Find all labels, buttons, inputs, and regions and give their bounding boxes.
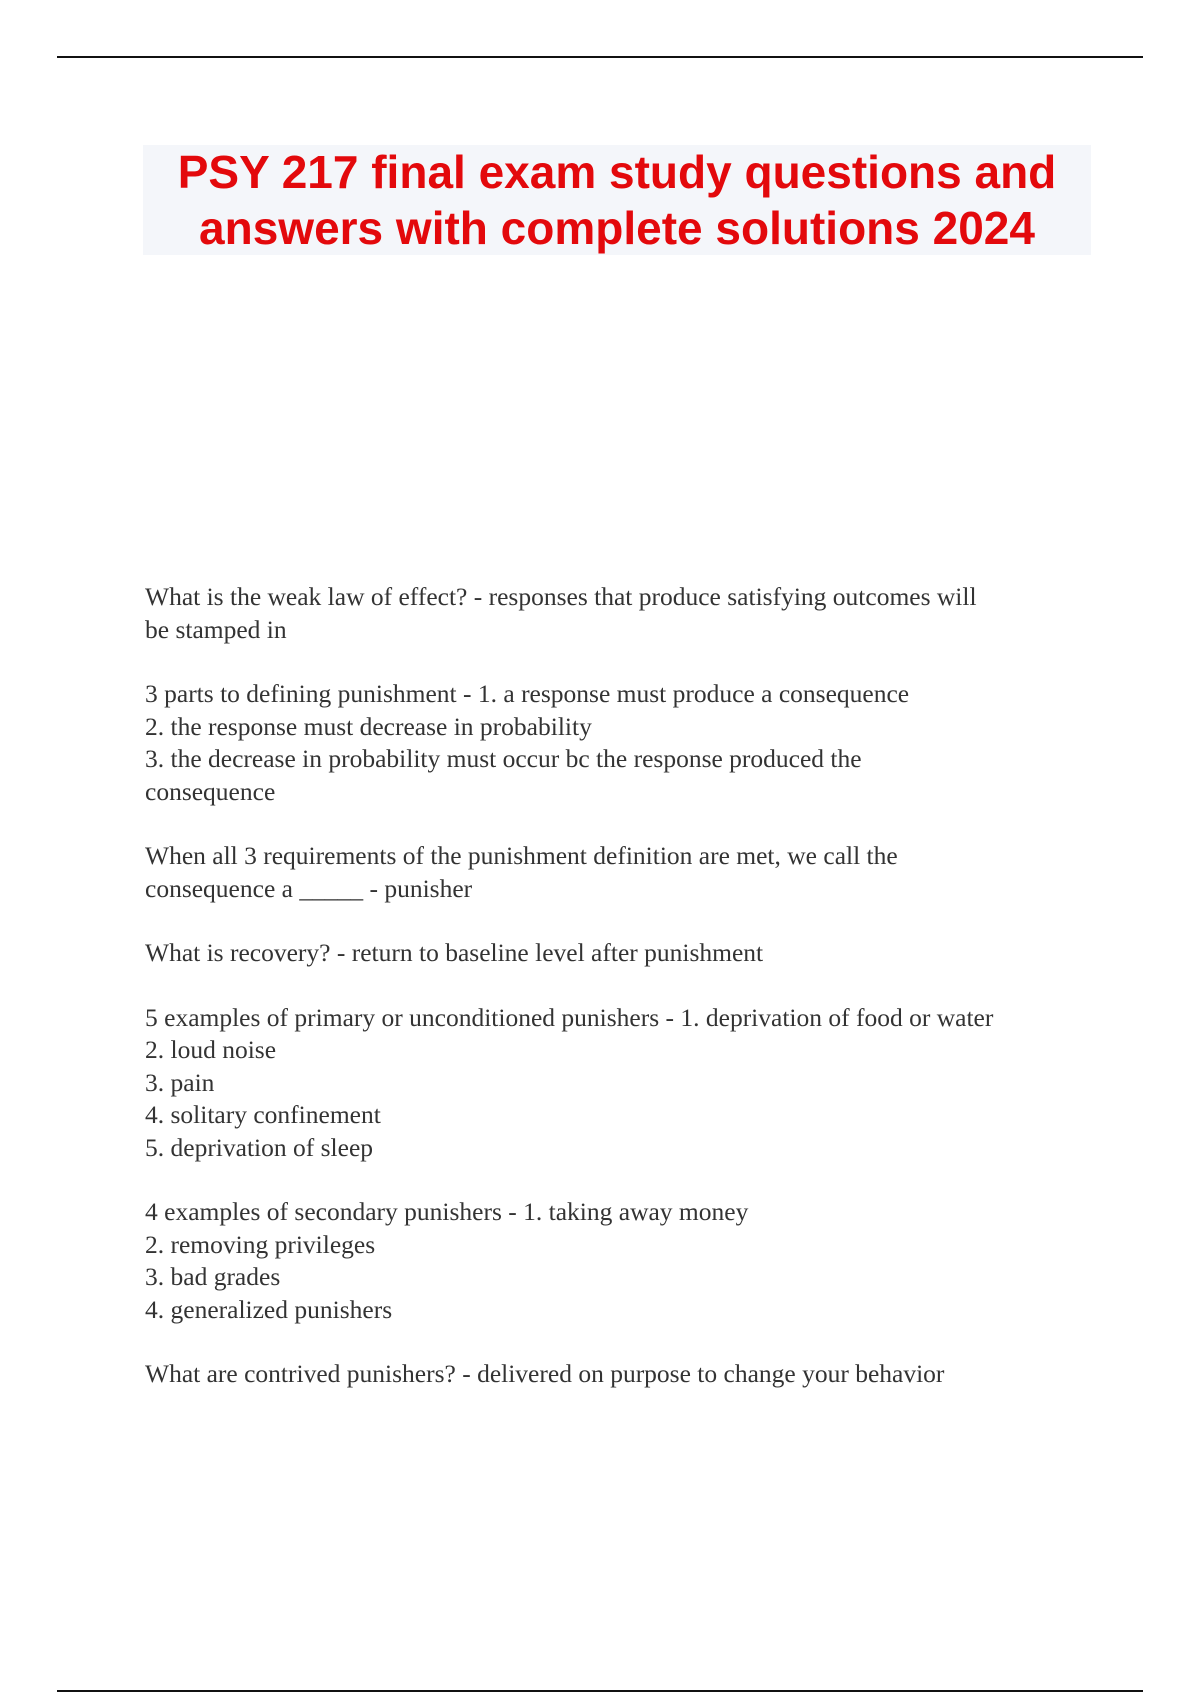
qa-line: What are contrived punishers? - delivered on purpose to change your behavior xyxy=(145,1359,945,1388)
qa-line: consequence xyxy=(145,776,276,806)
qa-entry xyxy=(145,1002,1105,1165)
qa-line: 3. the decrease in probability must occur bc the response produced the xyxy=(145,744,862,773)
qa-line: be stamped in xyxy=(145,614,287,644)
qa-entry xyxy=(145,937,1105,970)
qa-line: 4. solitary confinement xyxy=(145,1100,381,1129)
qa-line: 2. loud noise xyxy=(145,1035,277,1064)
qa-line: 3. pain xyxy=(145,1067,215,1097)
top-rule xyxy=(57,56,1143,58)
qa-line: 2. removing privileges xyxy=(145,1229,376,1259)
qa-list xyxy=(145,581,1105,1423)
bottom-rule xyxy=(57,1690,1143,1692)
title-banner xyxy=(143,145,1091,255)
qa-line: consequence a _____ - punisher xyxy=(145,873,473,903)
qa-entry xyxy=(145,1196,1105,1326)
qa-entry xyxy=(145,840,1105,905)
qa-entry xyxy=(145,1358,1105,1391)
qa-line: What is the weak law of effect? - responses that produce satisfying outcomes will xyxy=(145,582,977,611)
qa-line: 2. the response must decrease in probability xyxy=(145,711,592,741)
qa-line: When all 3 requirements of the punishment definition are met, we call the xyxy=(145,841,898,870)
qa-entry xyxy=(145,678,1105,808)
qa-line: 5 examples of primary or unconditioned punishers - 1. deprivation of food or water xyxy=(145,1002,994,1032)
qa-line: 3 parts to defining punishment - 1. a response must produce a consequence xyxy=(145,679,910,708)
qa-line: 5. deprivation of sleep xyxy=(145,1132,374,1162)
qa-line: What is recovery? - return to baseline level after punishment xyxy=(145,938,764,967)
qa-line: 4 examples of secondary punishers - 1. taking away money xyxy=(145,1197,749,1226)
document-title: PSY 217 final exam study questions and answers with complete solutions 2024 xyxy=(177,146,1057,254)
qa-line: 3. bad grades xyxy=(145,1262,281,1291)
qa-entry xyxy=(145,581,1105,646)
qa-line: 4. generalized punishers xyxy=(145,1294,393,1324)
